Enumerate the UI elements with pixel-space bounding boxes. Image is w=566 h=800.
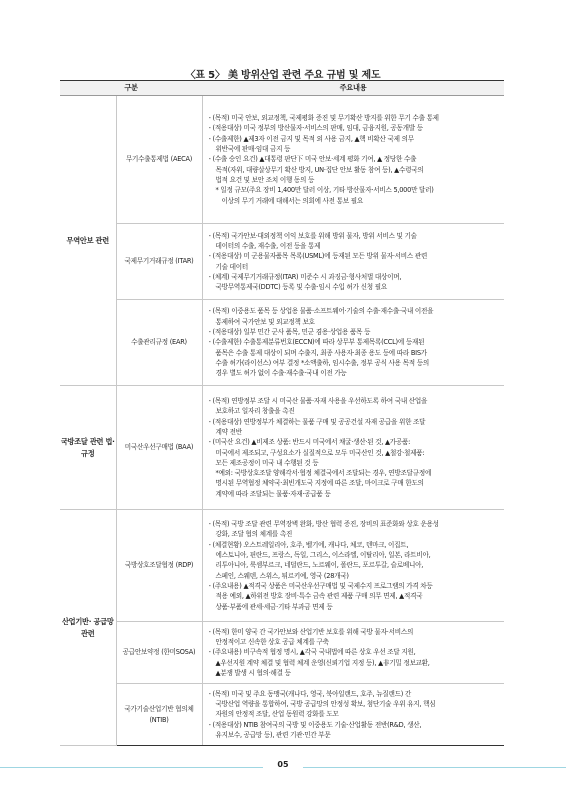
content-line: 법적 요건 및 보안 조치 이행 동의 등 bbox=[215, 175, 315, 184]
content-line: 국방산업 역량을 통합하여, 국방 공급망의 안정성 확보, 첨단기술 우위 유지, 핵심 bbox=[215, 700, 436, 709]
header-category: 구분 bbox=[60, 81, 202, 96]
content-line: - (수출제한) 수출통제분류번호(ECCN)에 따라 상무부 통제목록(CCL)에 등재된 bbox=[208, 338, 425, 347]
table-row bbox=[60, 386, 504, 510]
content-line: 에스토니아, 핀란드, 프랑스, 독일, 그리스, 이스라엘, 이탈리아, 일본, 라트비아, bbox=[215, 551, 431, 560]
law-name: 미국산우선구매법 (BAA) bbox=[116, 386, 202, 510]
content-line: 적용 예외, ▲하위전 방호 장비·특수 금속 관련 제품 구매 의무 면제, ▲적격국 bbox=[215, 592, 423, 601]
content-line: - (목적) 국방 조달 관련 무역장벽 완화, 방산 협력 증진, 장비의 표준화와 상호 운용성 bbox=[208, 520, 439, 529]
content-line: - (목적) 미국 안보, 외교정책, 국제평화 증진 및 무기확산 방지를 위한 무기 수출 통제 bbox=[208, 114, 439, 123]
content-line: - (주요내용) 비구속적 협정 명시, ▲각국 국내법에 따른 상호 우선 조달 지원, bbox=[208, 648, 416, 657]
row-content bbox=[202, 622, 504, 684]
content-line: * 일정 규모(주요 장비 1,400만 달러 이상, 기타 방산물자·서비스 5,000만 달러) bbox=[215, 186, 434, 195]
content-line: 모든 제조공정이 미국 내 수행된 것 등 bbox=[215, 458, 319, 467]
content-line: - (목적) 연방정부 조달 시 미국산 물품·자재 사용을 우선하도록 하여 국내 산업을 bbox=[208, 397, 428, 406]
content-line: 수출 허가(라이선스) 여부 결정 *소액출하, 임시수출, 정부 공식 사용 목적 등의 bbox=[215, 358, 429, 367]
content-line: - (적용대상) 일부 민간 군사 품목, 민군 겸용·상업용 품목 등 bbox=[208, 328, 371, 337]
content-line: 미국에서 제조되고, 구성요소가 실질적으로 모두 미국산인 것, ▲철강·철제품: bbox=[215, 448, 425, 457]
content-line: - (적용대상) NTIB 참여국의 국방 및 이중용도 기술·산업활동 전반(R&D, 생산, bbox=[208, 720, 422, 729]
law-name: 무기수출통제법 (AECA) bbox=[116, 96, 202, 224]
content-line: - (미국산 요건) ▲비제조 상품: 반드시 미국에서 채굴·생산·된 것, ▲가공품: bbox=[208, 438, 411, 447]
law-name: 수출관리규정 (EAR) bbox=[116, 300, 202, 386]
regulation-table bbox=[60, 80, 504, 746]
content-line: 통제하여 국가안보 및 외교정책 보호 bbox=[215, 317, 315, 326]
row-content bbox=[202, 300, 504, 386]
law-name: 공급안보약정 (한미SOSA) bbox=[116, 622, 202, 684]
content-line: ▲분쟁 발생 시 협의·해결 등 bbox=[215, 668, 291, 677]
content-line: 계약 전반 bbox=[215, 427, 242, 436]
content-line: 이상의 무기 거래에 대해서는 의회에 사전 통보 필요 bbox=[221, 196, 363, 205]
content-line: - (목적) 이중용도 품목 등 상업용 물품·소프트웨어·기술의 수출·재수출·국내 이전을 bbox=[208, 307, 434, 316]
row-content bbox=[202, 96, 504, 224]
table-header-row bbox=[60, 81, 504, 96]
content-line: 안정적이고 신속한 상호 공급 체계를 구축 bbox=[215, 638, 329, 647]
content-line: *예외: 국방상호조달 양해각서·협정 체결국에서 조달되는 경우, 연방조달규정에 bbox=[215, 469, 432, 478]
content-line: 국방무역통제국(DDTC) 등록 및 수출·임시 수입 허가 신청 필요 bbox=[215, 283, 387, 292]
content-line: - (주요내용) ▲적격국 상품은 미국산우선구매법 및 국제수지 프로그램의 가격 차등 bbox=[208, 581, 433, 590]
content-line: - (적용대상) 미국 정부의 방산물자·서비스의 판매, 임대, 금융지원, 공동개발 등 bbox=[208, 124, 423, 133]
table-title: 〈표 5〉 美 방위산업 관련 주요 규범 및 제도 bbox=[185, 70, 381, 81]
content-line: - (적용대상) 연방정부가 체결하는 물품 구매 및 공공건설 자재 공급을 위한 조달 bbox=[208, 417, 426, 426]
content-line: 품목은 수출 통제 대상이 되며 수출지, 최종 사용자·최종 용도 등에 따라 BIS가 bbox=[215, 348, 427, 357]
row-content bbox=[202, 510, 504, 622]
content-line: - (체계) 국제무기거래규정(ITAR) 미준수 시 과징금·형사처벌 대상이며, bbox=[208, 272, 402, 281]
row-content bbox=[202, 386, 504, 510]
table-row bbox=[60, 300, 504, 386]
content-line: 경우 별도 허가 없이 수출·재수출·국내 이전 가능 bbox=[215, 369, 347, 378]
table-row bbox=[60, 224, 504, 300]
row-content bbox=[202, 684, 504, 746]
table-row bbox=[60, 684, 504, 746]
category-export: 무역안보 관련 bbox=[60, 96, 116, 386]
content-line: - (체결현황) 오스트레일리아, 호주, 벨기에, 캐나다, 체코, 덴마크, 이집트, bbox=[208, 540, 409, 549]
law-name: 국제무기거래규정 (ITAR) bbox=[116, 224, 202, 300]
content-line: 강화, 조달 협의 체계를 촉진 bbox=[215, 530, 293, 539]
content-line: 스페인, 스웨덴, 스위스, 튀르키예, 영국 (28개국) bbox=[215, 571, 349, 580]
content-line: 리투아니아, 룩셈부르크, 네덜란드, 노르웨이, 폴란드, 포르투갈, 슬로베니아, bbox=[215, 561, 424, 570]
content-line: 유지보수, 공급망 등), 관련 기관·민간 부문 bbox=[215, 730, 331, 739]
law-name: 국방상호조달협정 (RDP) bbox=[116, 510, 202, 622]
category-procurement: 국방조달 관련 법·규정 bbox=[60, 386, 116, 510]
content-line: 기술 데이터 bbox=[215, 262, 248, 271]
content-line: 보호하고 일자리 창출을 촉진 bbox=[215, 407, 295, 416]
table-row bbox=[60, 510, 504, 622]
content-line: 명시된 무역협정 체약국·최빈개도국 지정에 따른 조달, 마이크로 구매 한도의 bbox=[215, 479, 424, 488]
content-line: - (목적) 미국 및 주요 동맹국(캐나다, 영국, 북아일랜드, 호주, 뉴질랜드) 간 bbox=[208, 689, 412, 698]
table-row bbox=[60, 622, 504, 684]
content-line: - (목적) 국가안보·대외정책 이익 보호를 위해 방위 물자, 방위 서비스 및 기술 bbox=[208, 231, 417, 240]
content-line: 자원의 안정적 조달, 산업 동원력 강화를 도모 bbox=[215, 710, 339, 719]
content-line: - (적용대상) 미 군용물자품목 목록(USML)에 등재된 모든 방위 물자·서비스 관련 bbox=[208, 252, 428, 261]
content-line: 위반국에 판매·임대 금지 등 bbox=[215, 145, 291, 154]
content-line: - (수출제한) ▲제3자 이전 금지 및 목적 외 사용 금지, ▲핵 비확산 국제 의무 bbox=[208, 134, 414, 143]
law-name: 국가기술산업기반 협의체 (NTIB) bbox=[116, 684, 202, 746]
content-line: 상품·부품에 관세·세금·기타 부과금 면제 등 bbox=[215, 602, 333, 611]
category-industrial: 산업기반· 공급망 관련 bbox=[60, 510, 116, 746]
content-line: - (목적) 한미 양국 간 국가안보와 산업기반 보호를 위해 국방 물자·서비스의 bbox=[208, 627, 414, 636]
content-line: 계약에 따라 조달되는 물품·자재·공급품 등 bbox=[215, 489, 331, 498]
content-line: - (수출 승인 요건) ▲대통령 판단下 미국 안보·세계 평화 기여, ▲ 정당한 수출 bbox=[208, 155, 417, 164]
content-line: 데이터의 수출, 재수출, 이전 등을 통제 bbox=[215, 241, 321, 250]
row-content bbox=[202, 224, 504, 300]
table-row bbox=[60, 96, 504, 224]
content-line: ▲우선지원 계약 체결 및 협력 체계 운영(신뢰기업 지정 등), ▲非기밀 정보교환, bbox=[215, 658, 430, 667]
content-line: 목적(자위, 대량살상무기 확산 방지, UN·집단 안보 활동 참여 등), ▲수령국의 bbox=[215, 165, 424, 174]
header-content: 주요내용 bbox=[202, 81, 504, 96]
page-number: 05 bbox=[263, 760, 303, 769]
